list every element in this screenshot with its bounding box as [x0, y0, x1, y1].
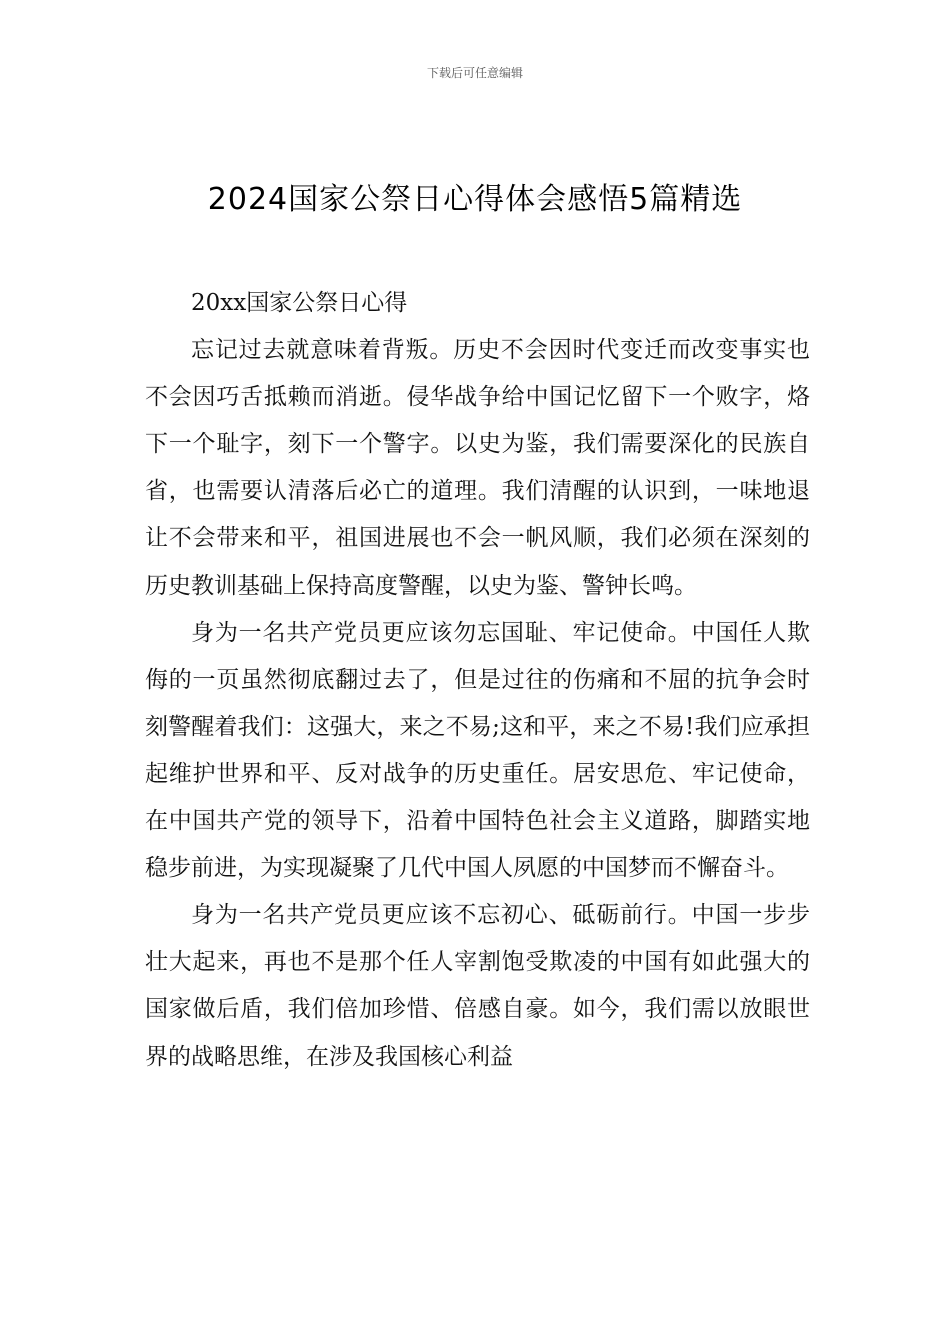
document-title: 2024国家公祭日心得体会感悟5篇精选: [207, 182, 743, 217]
paragraph-2: 身为一名共产党员更应该勿忘国耻、牢记使命。中国任人欺侮的一页虽然彻底翻过去了，但是过往的伤痛和不屈的抗争会时刻警醒着我们：这强大，来之不易;这和平，来之不易!我们应承担起维护世界和平、反对战争的历史重任。居安思危、牢记使命，在中国共产党的领导下，沿着中国特色社会主义道路，脚踏实地稳步前进，为实现凝聚了几代中国人夙愿的中国梦而不懈奋斗。: [145, 619, 810, 882]
document-body: [145, 280, 810, 1081]
section-subheading: 20xx国家公祭日心得: [191, 290, 408, 316]
paragraph-1: 忘记过去就意味着背叛。历史不会因时代变迁而改变事实也不会因巧舌抵赖而消逝。侵华战争给中国记忆留下一个败字，烙下一个耻字，刻下一个警字。以史为鉴，我们需要深化的民族自省，也需要认清落后必亡的道理。我们清醒的认识到，一味地退让不会带来和平，祖国进展也不会一帆风顺，我们必须在深刻的历史教训基础上保持高度警醒，以史为鉴、警钟长鸣。: [145, 337, 810, 599]
header-note: 下载后可任意编辑: [426, 66, 523, 80]
paragraph-3: 身为一名共产党员更应该不忘初心、砥砺前行。中国一步步壮大起来，再也不是那个任人宰割饱受欺凌的中国有如此强大的国家做后盾，我们倍加珍惜、倍感自豪。如今，我们需以放眼世界的战略思维，在涉及我国核心利益: [145, 902, 810, 1070]
